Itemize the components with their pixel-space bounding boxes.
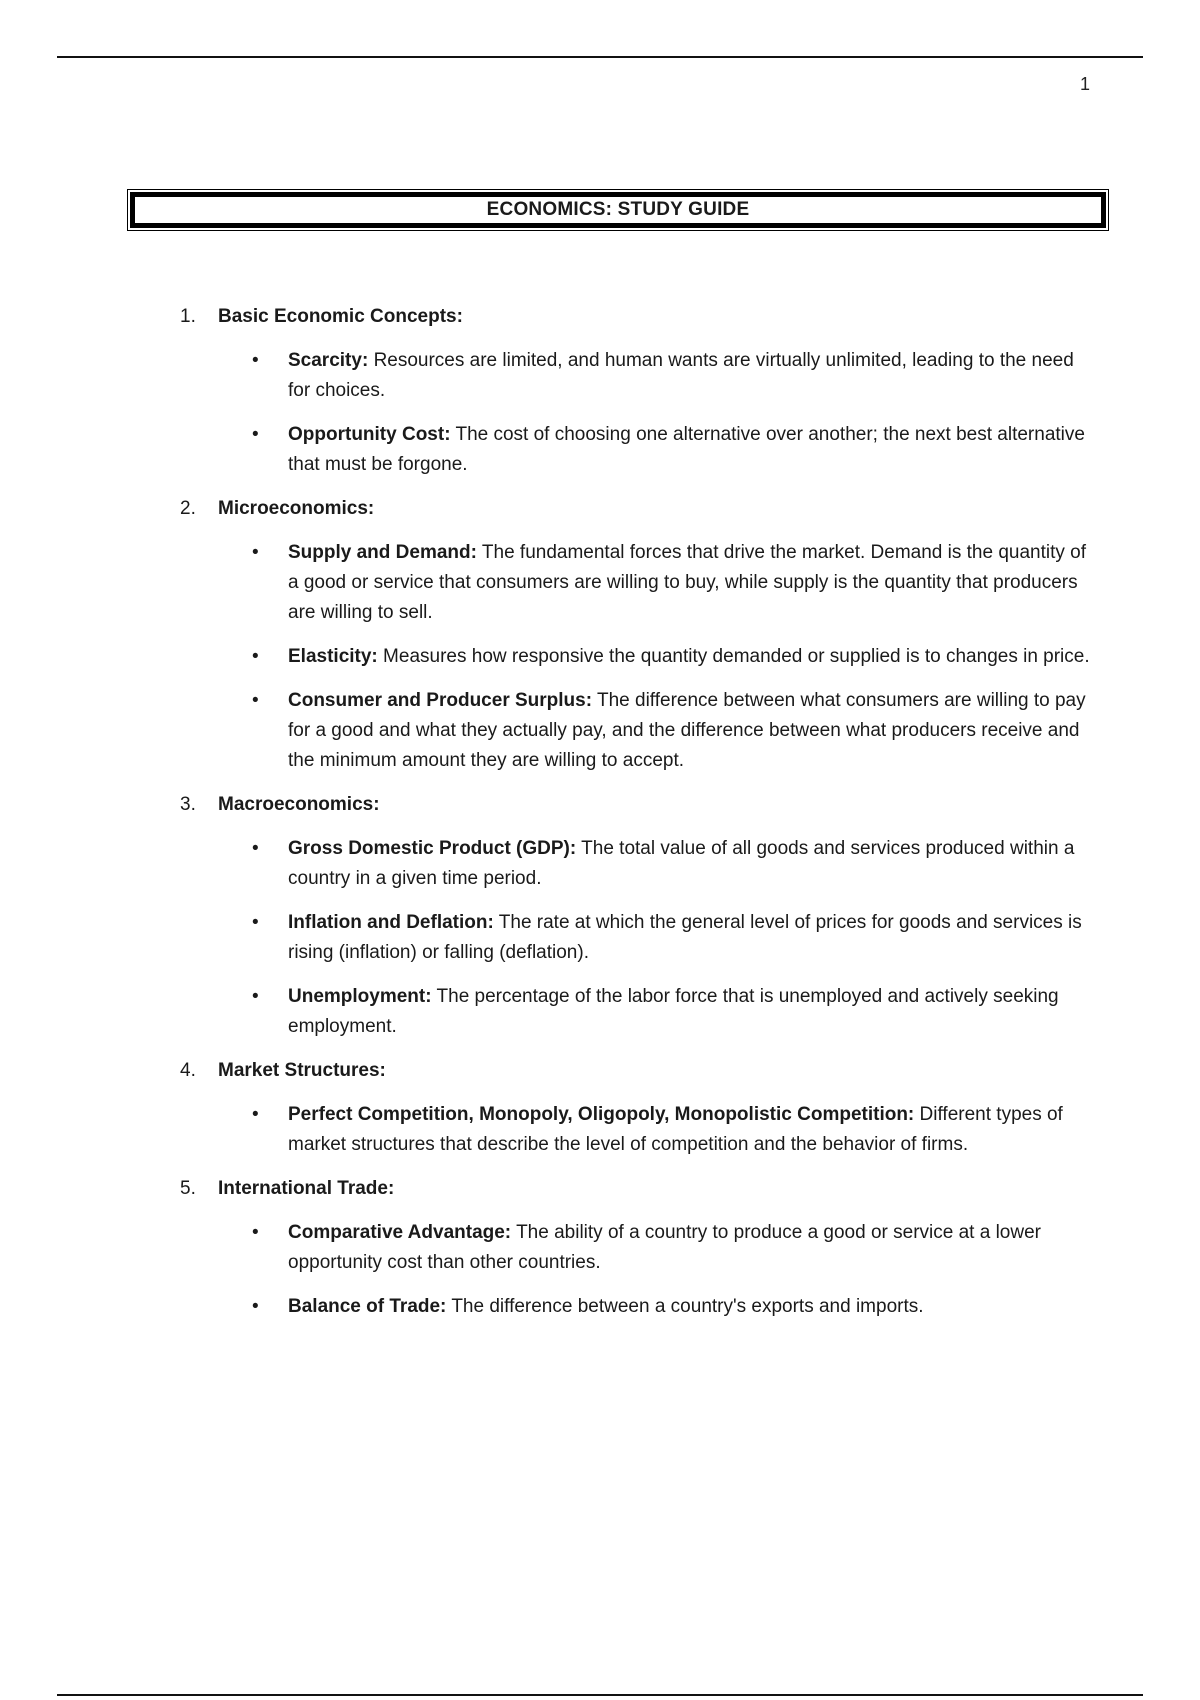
section-number: 5. [180,1178,196,1199]
list-item [252,834,1100,894]
bullet-icon: • [252,646,259,667]
section-title: Macroeconomics: [218,794,380,815]
section-title: Basic Economic Concepts: [218,306,463,327]
section-items [180,834,1100,1042]
bullet-icon: • [252,350,259,371]
section-heading [180,1174,1100,1204]
item-text: The rate at which the general level of prices for goods and services is rising (inflation) or falling (deflation). [288,912,1082,963]
list-item [252,420,1100,480]
item-term: Supply and Demand: [288,542,477,563]
section-items [180,1100,1100,1160]
list-item [252,1292,1100,1322]
section-market-structures [180,1056,1100,1160]
bullet-icon: • [252,912,259,933]
bullet-icon: • [252,1296,259,1317]
bullet-icon: • [252,986,259,1007]
footer-rule [57,1694,1143,1696]
item-term: Consumer and Producer Surplus: [288,690,593,711]
item-term: Scarcity: [288,350,369,371]
section-heading [180,302,1100,332]
item-text: The difference between a country's exports and imports. [451,1296,924,1317]
item-term: Elasticity: [288,646,378,667]
section-items [180,1218,1100,1322]
item-text: The percentage of the labor force that is unemployed and actively seeking employment. [288,986,1059,1037]
section-number: 3. [180,794,196,815]
list-item [252,686,1100,776]
list-item [252,538,1100,628]
section-heading [180,494,1100,524]
page-number: 1 [1079,74,1090,94]
list-item [252,642,1100,672]
item-term: Opportunity Cost: [288,424,451,445]
item-text: The fundamental forces that drive the market. Demand is the quantity of a good or service that consumers are willing to buy, while supply is the quantity that producers are willing to sell. [288,542,1087,623]
list-item [252,1218,1100,1278]
bullet-icon: • [252,1104,259,1125]
item-term: Unemployment: [288,986,432,1007]
item-term: Gross Domestic Product (GDP): [288,838,577,859]
list-item [252,982,1100,1042]
section-number: 4. [180,1060,196,1081]
section-heading [180,1056,1100,1086]
item-term: Balance of Trade: [288,1296,447,1317]
section-items [180,538,1100,776]
section-basic-concepts [180,302,1100,480]
section-number: 1. [180,306,196,327]
bullet-icon: • [252,838,259,859]
bullet-icon: • [252,1222,259,1243]
item-term: Comparative Advantage: [288,1222,512,1243]
item-text: Measures how responsive the quantity demanded or supplied is to changes in price. [383,646,1090,667]
bullet-icon: • [252,542,259,563]
item-text: Resources are limited, and human wants are virtually unlimited, leading to the need for choices. [288,350,1074,401]
list-item [252,908,1100,968]
study-guide-content [180,302,1100,1336]
section-heading [180,790,1100,820]
page-title: ECONOMICS: STUDY GUIDE [486,199,750,220]
item-term: Perfect Competition, Monopoly, Oligopoly, Monopolistic Competition: [288,1104,915,1125]
section-items [180,346,1100,480]
item-text: The ability of a country to produce a good or service at a lower opportunity cost than other countries. [288,1222,1041,1273]
section-number: 2. [180,498,196,519]
section-title: Microeconomics: [218,498,375,519]
section-microeconomics [180,494,1100,776]
item-text: Different types of market structures that describe the level of competition and the behavior of firms. [288,1104,1063,1155]
list-item [252,346,1100,406]
section-title: International Trade: [218,1178,395,1199]
title-box [130,192,1106,228]
header-rule [57,56,1143,58]
item-text: The total value of all goods and services produced within a country in a given time period. [288,838,1075,889]
section-international-trade [180,1174,1100,1322]
list-item [252,1100,1100,1160]
item-text: The difference between what consumers are willing to pay for a good and what they actually pay, and the difference between what producers receive and the minimum amount they are willing to accept. [288,690,1086,771]
item-text: The cost of choosing one alternative over another; the next best alternative that must be forgone. [288,424,1085,475]
bullet-icon: • [252,690,259,711]
section-title: Market Structures: [218,1060,386,1081]
item-term: Inflation and Deflation: [288,912,494,933]
bullet-icon: • [252,424,259,445]
section-macroeconomics [180,790,1100,1042]
